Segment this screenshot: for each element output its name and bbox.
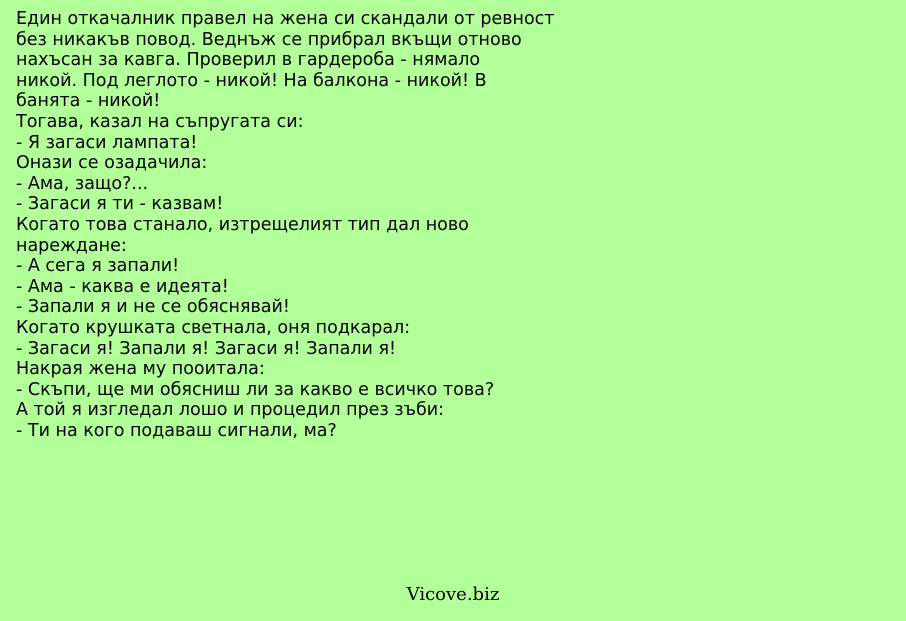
joke-line: - Ти на кого подаваш сигнали, ма? bbox=[16, 420, 337, 441]
joke-line: - Запали я и не се обяснявай! bbox=[16, 297, 290, 318]
joke-line: - Скъпи, ще ми обясниш ли за какво е всичко това? bbox=[16, 379, 495, 400]
joke-line: - Я загаси лампата! bbox=[16, 132, 198, 153]
joke-line: без никакъв повод. Веднъж се прибрал вкъщи отново bbox=[16, 29, 522, 50]
joke-line: Онази се озадачила: bbox=[16, 153, 208, 174]
joke-line: Тогава, казал на съпругата си: bbox=[16, 111, 304, 132]
joke-line: - Загаси я ти - казвам! bbox=[16, 194, 224, 215]
joke-line: банята - никой! bbox=[16, 91, 161, 112]
joke-line: Един откачалник правел на жена си скандали от ревност bbox=[16, 9, 555, 29]
joke-line: Когато това станало, изтрещелият тип дал ново bbox=[16, 214, 469, 235]
joke-line: А той я изгледал лошо и процедил през зъби: bbox=[16, 400, 445, 421]
joke-text bbox=[16, 9, 896, 441]
joke-line: нареждане: bbox=[16, 235, 127, 256]
joke-line: - Ама - каква е идеята! bbox=[16, 276, 229, 297]
site-watermark: Vicove.biz bbox=[406, 584, 500, 605]
joke-line: - А сега я запали! bbox=[16, 256, 180, 277]
joke-line: - Загаси я! Запали я! Загаси я! Запали я! bbox=[16, 338, 397, 359]
joke-line: нахъсан за кавга. Проверил в гардероба - нямало bbox=[16, 50, 481, 71]
joke-line: Накрая жена му пооитала: bbox=[16, 359, 265, 380]
joke-line: никой. Под леглото - никой! На балкона - никой! В bbox=[16, 70, 487, 91]
joke-line: - Ама, защо?... bbox=[16, 173, 149, 194]
joke-line: Когато крушката светнала, оня подкарал: bbox=[16, 317, 411, 338]
